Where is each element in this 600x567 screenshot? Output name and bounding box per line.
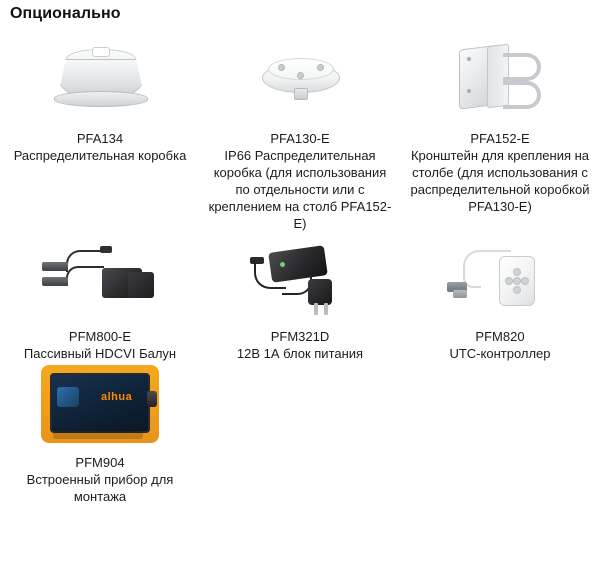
accessory-caption (8, 328, 193, 362)
accessory-caption (8, 454, 193, 505)
accessory-description: Встроенный прибор для монтажа (26, 472, 174, 504)
accessory-item-pfm820 (400, 232, 600, 362)
accessory-image (15, 362, 185, 448)
accessory-description: Кронштейн для крепления на столбе (для использования с распределительной коробкой PFA130-E) (410, 148, 590, 214)
accessory-model: PFA130-E (270, 131, 330, 146)
accessory-image (415, 232, 585, 322)
accessory-description: 12В 1А блок питания (236, 346, 364, 361)
accessory-spacer (200, 362, 400, 505)
accessory-model: PFA134 (76, 131, 124, 146)
accessory-model: PFM904 (75, 455, 125, 470)
accessory-model: PFM800-E (68, 329, 132, 344)
accessory-description: Пассивный HDCVI Балун (23, 346, 177, 361)
accessory-row (0, 362, 600, 505)
accessory-item-pfm800e (0, 232, 200, 362)
accessory-image (15, 232, 185, 322)
accessory-caption (408, 130, 593, 215)
accessory-image (215, 32, 385, 124)
pole-mount-bracket-pfa152e-icon (457, 43, 543, 113)
accessory-row (0, 32, 600, 232)
brand-logo: alhua (101, 391, 133, 403)
accessory-spacer (400, 362, 600, 505)
accessory-item-pfa152e (400, 32, 600, 232)
accessory-caption (208, 328, 393, 362)
junction-box-pfa130e-icon (262, 55, 338, 101)
accessory-image (15, 32, 185, 124)
accessory-image (215, 232, 385, 322)
accessory-caption (208, 130, 393, 232)
junction-box-pfa134-icon (54, 47, 146, 109)
test-monitor-pfm904-icon (41, 365, 159, 445)
accessory-model: PFM820 (475, 329, 525, 344)
utc-controller-pfm820-icon (445, 244, 555, 310)
accessory-row (0, 232, 600, 362)
accessory-item-pfa130e (200, 32, 400, 232)
accessory-model: PFA152-E (470, 131, 530, 146)
accessory-caption (8, 130, 193, 164)
accessory-description: IP66 Распределительная коробка (для использования по отдельности или с креплением на столб PFA152-E) (208, 148, 392, 231)
power-adapter-pfm321d-icon (250, 239, 350, 315)
accessory-grid (0, 32, 600, 505)
page-title: Опционально (10, 5, 121, 22)
passive-balun-pfm800e-icon (40, 244, 160, 310)
accessory-item-pfm904 (0, 362, 200, 505)
accessory-description: UTC-контроллер (449, 346, 551, 361)
accessory-description: Распределительная коробка (13, 148, 187, 163)
accessory-item-pfm321d (200, 232, 400, 362)
accessory-item-pfa134 (0, 32, 200, 232)
accessory-image (415, 32, 585, 124)
accessory-model: PFM321D (270, 329, 330, 344)
accessory-caption (408, 328, 593, 362)
